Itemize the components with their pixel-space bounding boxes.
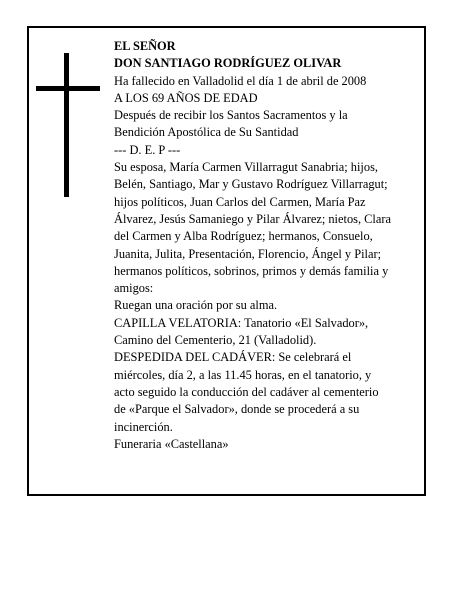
farewell-line-4: de «Parque el Salvador», donde se procederá a su	[114, 402, 360, 417]
farewell-line-1: DESPEDIDA DEL CADÁVER: Se celebrará el	[114, 350, 352, 365]
family-line-5: del Carmen y Alba Rodríguez; hermanos, Consuelo,	[114, 229, 373, 244]
deceased-title: EL SEÑOR	[114, 39, 176, 53]
rip-line: --- D. E. P ---	[114, 142, 181, 157]
family-line-7: hermanos políticos, sobrinos, primos y demás familia y	[114, 263, 389, 278]
family-line-2: Belén, Santiago, Mar y Gustavo Rodríguez Villarragut;	[114, 177, 388, 192]
age-line: A LOS 69 AÑOS DE EDAD	[114, 90, 258, 105]
sacraments-line-2: Bendición Apostólica de Su Santidad	[114, 125, 299, 140]
funeral-home: Funeraria «Castellana»	[114, 436, 229, 451]
cross-vertical-beam	[64, 53, 69, 197]
prayer-request: Ruegan una oración por su alma.	[114, 298, 278, 313]
chapel-line-1: CAPILLA VELATORIA: Tanatorio «El Salvador»,	[114, 315, 369, 330]
deceased-name: DON SANTIAGO RODRÍGUEZ OLIVAR	[114, 56, 342, 71]
farewell-line-3: acto seguido la conducción del cadáver al cementerio	[114, 384, 379, 399]
family-line-4: Álvarez, Jesús Samaniego y Pilar Álvarez; nietos, Clara	[114, 211, 391, 226]
death-announcement: Ha fallecido en Valladolid el día 1 de abril de 2008	[114, 73, 367, 88]
latin-cross-icon	[36, 53, 100, 197]
obituary-text	[114, 38, 414, 453]
sacraments-line-1: Después de recibir los Santos Sacramentos y la	[114, 108, 348, 123]
family-line-3: hijos políticos, Juan Carlos del Carmen, María Paz	[114, 194, 366, 209]
farewell-line-2: miércoles, día 2, a las 11.45 horas, en el tanatorio, y	[114, 367, 372, 382]
chapel-line-2: Camino del Cementerio, 21 (Valladolid).	[114, 333, 317, 348]
farewell-line-5: incinerción.	[114, 419, 173, 434]
family-line-8: amigos:	[114, 281, 154, 296]
family-line-1: Su esposa, María Carmen Villarragut Sanabria; hijos,	[114, 160, 378, 175]
cross-horizontal-beam	[36, 86, 100, 91]
family-line-6: Juanita, Julita, Presentación, Florencio, Ángel y Pilar;	[114, 246, 382, 261]
